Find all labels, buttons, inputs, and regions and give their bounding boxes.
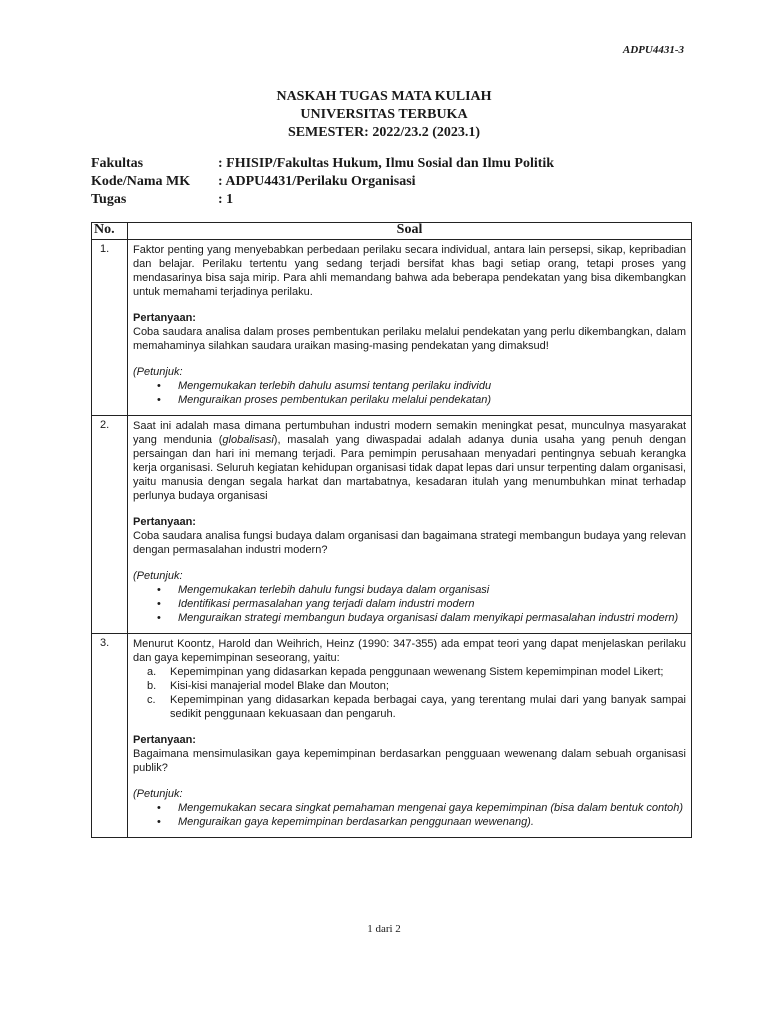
question-paragraph: Faktor penting yang menyebabkan perbedaan perilaku secara individual, antara lain persepsi, sikap, kepribadian dan belajar. Perilaku tertentu yang sedang terjadi bersifat khas bagi setiap orang, tetapi proses yang mendasarinya bisa saja mirip. Para ahli memandang bahwa ada beberapa pendekatan yang bisa dikembangkan untuk memahami terjadinya perilaku. (133, 244, 686, 298)
column-header-soal: Soal (128, 223, 692, 240)
question-number: 2. (92, 416, 128, 634)
hint-item: • Identifikasi permasalahan yang terjadi dalam industri modern (133, 597, 686, 611)
hint-list (133, 583, 686, 625)
item-text: Kisi-kisi manajerial model Blake dan Mouton; (170, 680, 389, 692)
question-number: 1. (92, 240, 128, 416)
item-marker: a. (147, 666, 157, 678)
meta-row-kode (91, 173, 554, 191)
theory-item (133, 665, 686, 679)
page-number: 1 dari 2 (367, 923, 401, 935)
question-content (128, 240, 692, 416)
question-content (128, 416, 692, 634)
meta-row-fakultas (91, 155, 554, 173)
meta-label: Kode/Nama MK (91, 174, 191, 189)
question-label: Pertanyaan: (133, 516, 196, 528)
question-text: Bagaimana mensimulasikan gaya kepemimpinan berdasarkan pengguaan wewenang dalam sebuah organisasi publik? (133, 748, 686, 774)
title-line-3: SEMESTER: 2022/23.2 (2023.1) (287, 125, 481, 140)
title-line-1: NASKAH TUGAS MATA KULIAH (276, 89, 492, 104)
theory-list (133, 665, 686, 721)
questions-table (91, 222, 692, 838)
paragraph-text: Saat ini adalah masa dimana pertumbuhan industri modern semakin meningkat pesat, munculnya masyarakat yang mendunia ( (133, 420, 686, 446)
question-paragraph: Menurut Koontz, Harold dan Weihrich, Heinz (1990: 347-355) ada empat teori yang dapat menjelaskan perilaku dan gaya kepemimpinan seseorang, yaitu: (133, 638, 686, 664)
meta-value: : ADPU4431/Perilaku Organisasi (218, 174, 416, 189)
table-header-row (92, 223, 692, 240)
hint-list (133, 379, 686, 407)
question-content (128, 634, 692, 838)
item-text: Kepemimpinan yang didasarkan kepada penggunaan wewenang Sistem kepemimpinan model Likert; (170, 666, 664, 678)
hint-item: • Menguraikan gaya kepemimpinan berdasarkan penggunaan wewenang). (133, 815, 686, 829)
question-text: Coba saudara analisa dalam proses pembentukan perilaku melalui pendekatan yang perlu dikembangkan, dalam memahaminya silahkan saudara uraikan masing-masing pendekatan yang dimaksud! (133, 326, 686, 352)
document-title (0, 88, 768, 142)
table-row (92, 416, 692, 634)
column-header-no: No. (92, 223, 128, 240)
question-paragraph (133, 419, 686, 503)
hint-item: • Menguraikan strategi membangun budaya organisasi dalam menyikapi permasalahan industri modern) (133, 611, 686, 625)
theory-item (133, 693, 686, 721)
course-info (91, 155, 554, 209)
meta-label: Tugas (91, 192, 127, 207)
meta-value: : 1 (218, 192, 234, 207)
hint-item: • Mengemukakan terlebih dahulu asumsi tentang perilaku individu (133, 379, 686, 393)
table-row (92, 240, 692, 416)
meta-value: : FHISIP/Fakultas Hukum, Ilmu Sosial dan Ilmu Politik (218, 156, 555, 171)
theory-item (133, 679, 686, 693)
title-line-2: UNIVERSITAS TERBUKA (300, 107, 468, 122)
table-row (92, 634, 692, 838)
meta-label: Fakultas (91, 156, 144, 171)
document-code: ADPU4431-3 (622, 44, 684, 56)
hint-item: • Mengemukakan secara singkat pemahaman mengenai gaya kepemimpinan (bisa dalam bentuk contoh) (133, 801, 686, 815)
question-label: Pertanyaan: (133, 734, 196, 746)
hint-title: (Petunjuk: (133, 366, 183, 378)
hint-list (133, 801, 686, 829)
item-marker: b. (147, 680, 157, 692)
hint-title: (Petunjuk: (133, 788, 183, 800)
hint-item: • Mengemukakan terlebih dahulu fungsi budaya dalam organisasi (133, 583, 686, 597)
paragraph-text: ), masalah yang diwaspadai adalah adanya dunia usaha yang penuh dengan persaingan dan hari ini memang terjadi. Para pemimpin perusahaan menyadari pentingnya sebuah kerangka kerja organisasi. Seluruh kegiatan kehidupan organisasi tidak dapat lepas dari unsur terpenting dalam organisasi, yaitu manusia dengan segala harkat dan martabatnya, kesadaran itulah yang menumbuhkan minat terhadap perlunya budaya organisasi (133, 434, 686, 502)
paragraph-italic-term: globalisasi (222, 434, 274, 446)
hint-item: • Menguraikan proses pembentukan perilaku melalui pendekatan) (133, 393, 686, 407)
question-text: Coba saudara analisa fungsi budaya dalam organisasi dan bagaimana strategi membangun budaya yang relevan dengan permasalahan industri modern? (133, 530, 686, 556)
item-text: Kepemimpinan yang didasarkan kepada berbagai caya, yang terentang mulai dari yang banyak sampai sedikit penggunaan kekuasaan dan pengaruh. (170, 694, 686, 720)
item-marker: c. (147, 694, 156, 706)
question-label: Pertanyaan: (133, 312, 196, 324)
question-number: 3. (92, 634, 128, 838)
meta-row-tugas (91, 191, 554, 209)
hint-title: (Petunjuk: (133, 570, 183, 582)
